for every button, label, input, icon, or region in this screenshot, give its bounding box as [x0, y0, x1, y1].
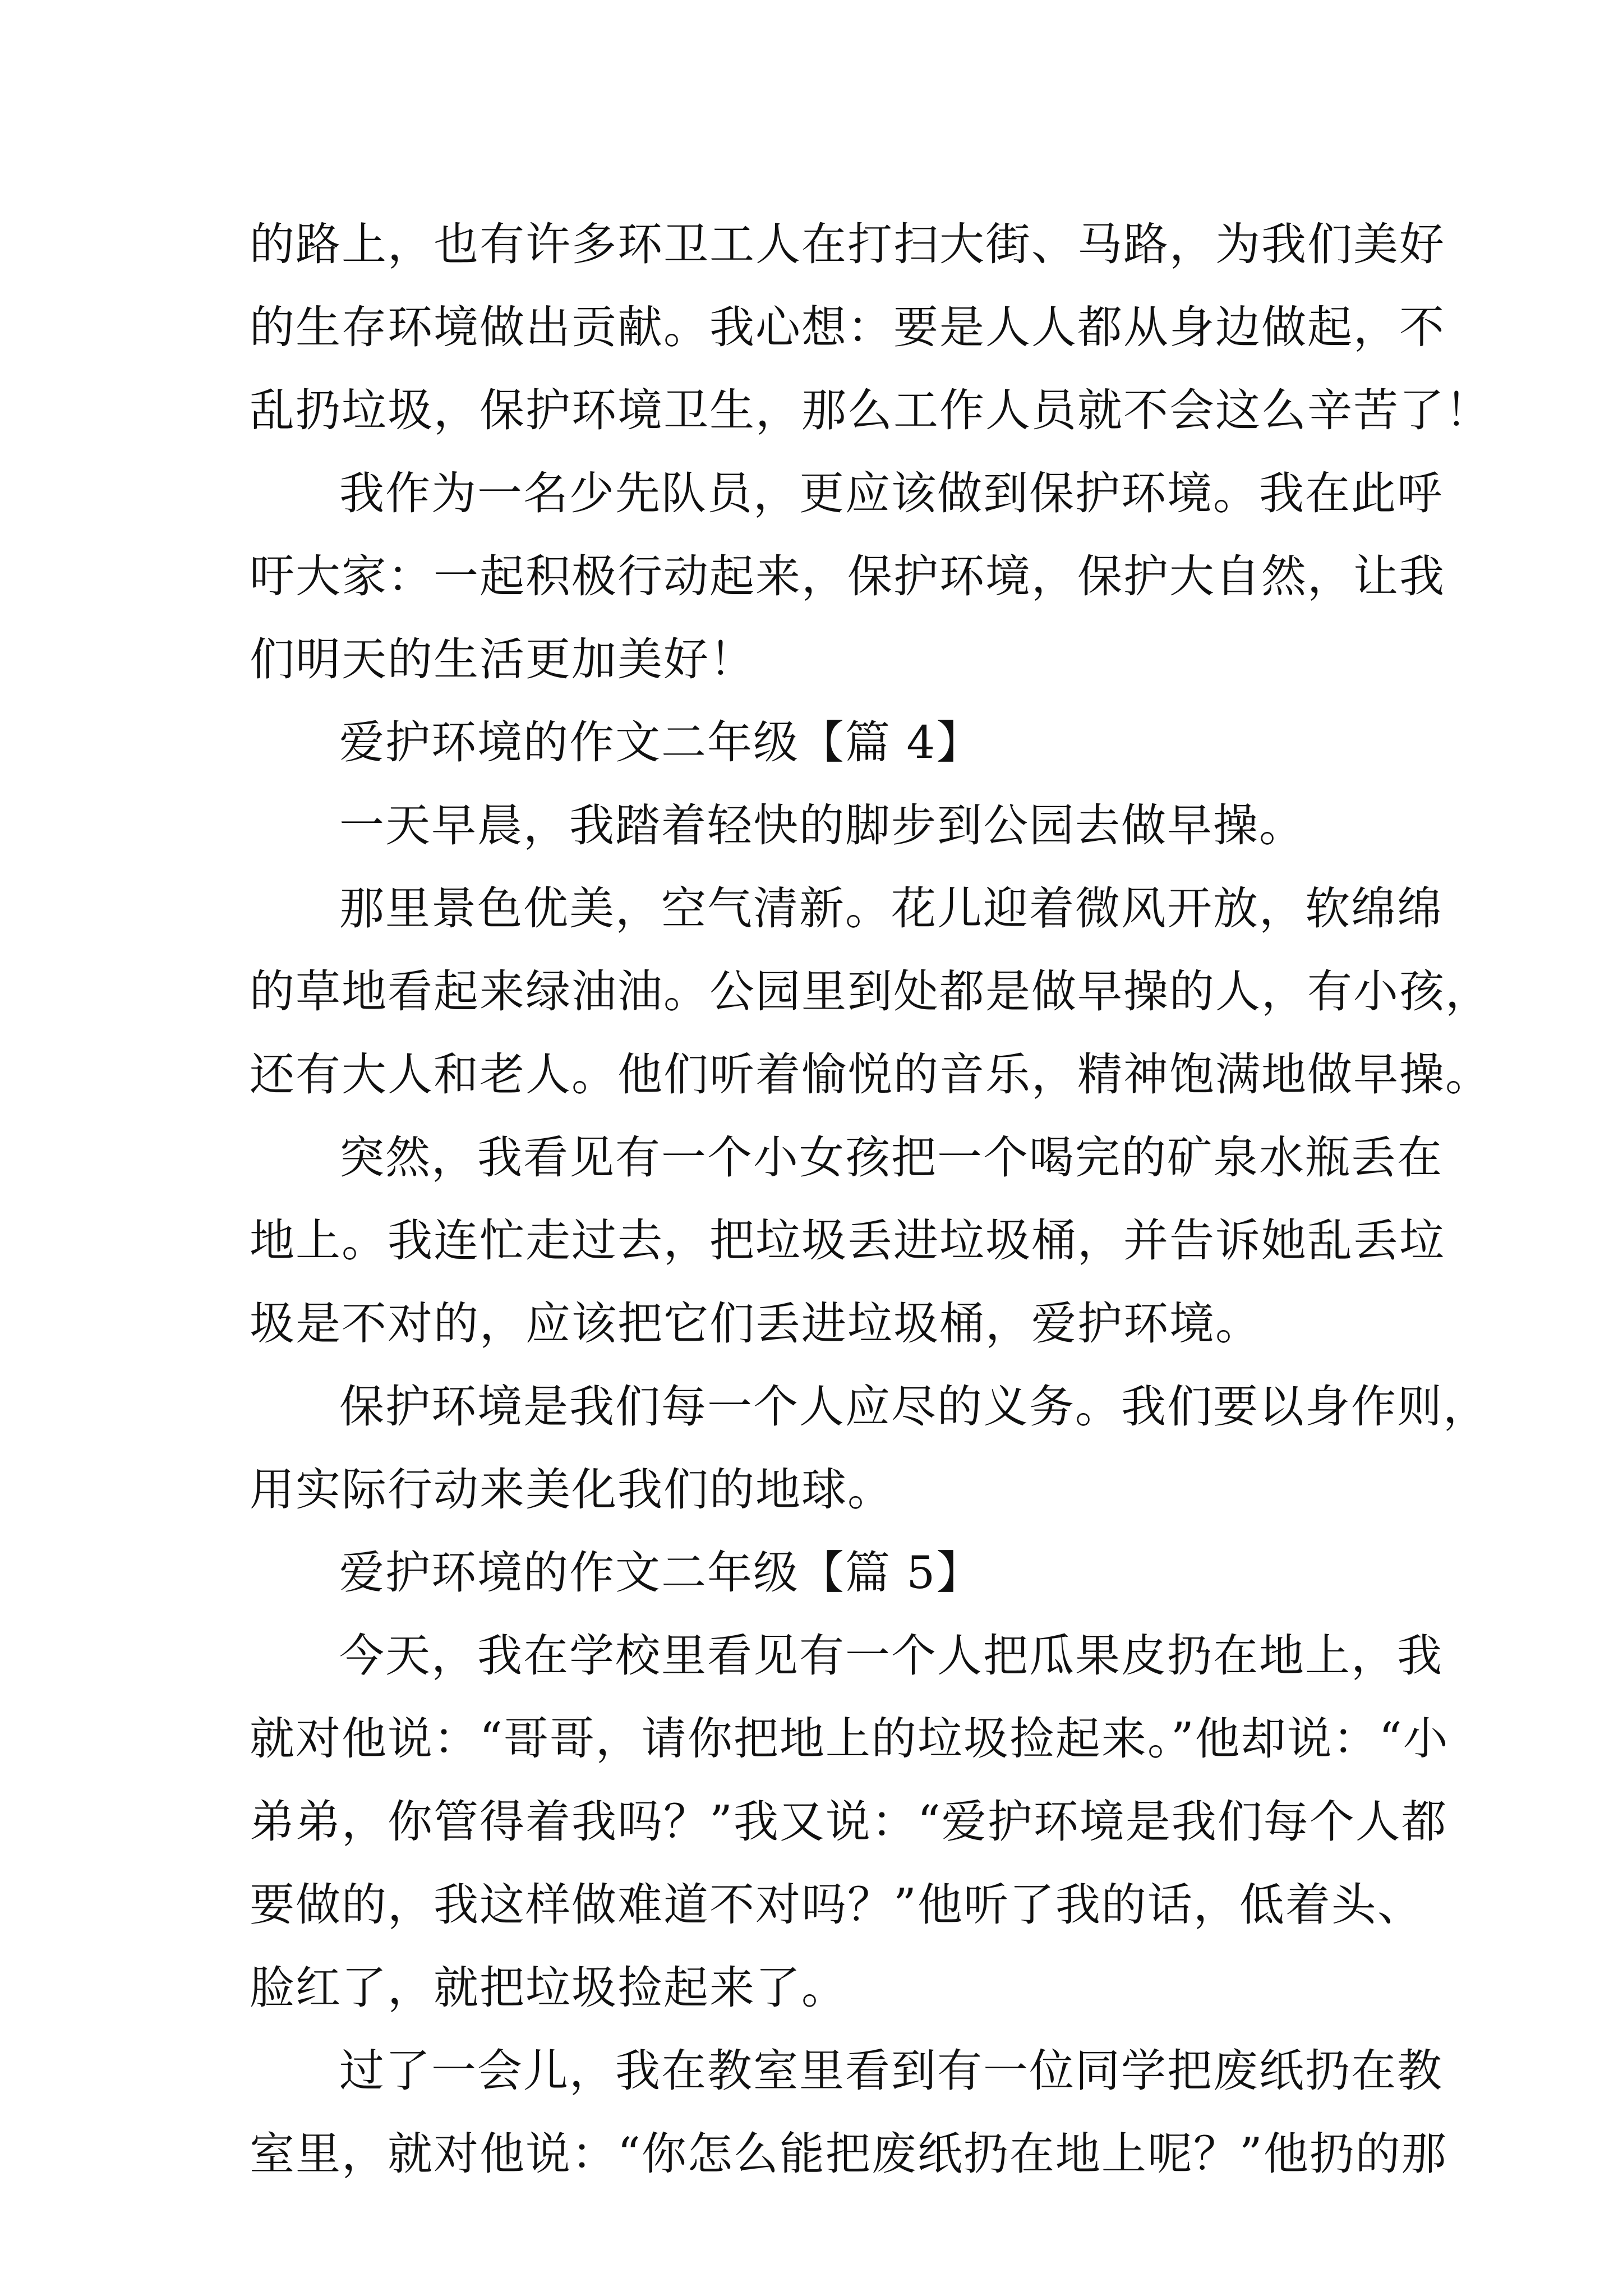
paragraph-start-line: 一天早晨，我踏着轻快的脚步到公园去做早操。: [339, 799, 1305, 852]
paragraph-start-line: 我作为一名少先队员，更应该做到保护环境。我在此呼: [339, 467, 1443, 519]
text-line: 就对他说：“哥哥，请你把地上的垃圾捡起来。”他却说：“小: [250, 1713, 1449, 1765]
text-line: 圾是不对的，应该把它们丢进垃圾桶，爱护环境。: [250, 1297, 1261, 1350]
section-heading-5: 爱护环境的作文二年级【篇 5】: [339, 1547, 983, 1599]
text-line: 吁大家：一起积极行动起来，保护环境，保护大自然，让我: [250, 550, 1445, 602]
text-line: 的生存环境做出贡献。我心想：要是人人都从身边做起，不: [250, 301, 1445, 353]
text-line: 的草地看起来绿油油。公园里到处都是做早操的人，有小孩，: [250, 965, 1491, 1018]
text-line: 室里，就对他说：“你怎么能把废纸扔在地上呢？”他扔的那: [250, 2128, 1447, 2180]
text-line: 用实际行动来美化我们的地球。: [250, 1464, 893, 1516]
text-line: 地上。我连忙走过去，把垃圾丢进垃圾桶，并告诉她乱丢垃: [250, 1214, 1445, 1267]
essay-text: [250, 203, 1491, 2196]
paragraph-start-line: 保护环境是我们每一个人应尽的义务。我们要以身作则，: [339, 1381, 1489, 1433]
text-line: 乱扔垃圾，保护环境卫生，那么工作人员就不会这么辛苦了！: [250, 384, 1491, 436]
text-line: 弟弟，你管得着我吗？”我又说：“爱护环境是我们每个人都: [250, 1796, 1447, 1848]
text-line: 要做的，我这样做难道不对吗？”他听了我的话，低着头、: [250, 1879, 1423, 1931]
section-heading-4: 爱护环境的作文二年级【篇 4】: [339, 716, 983, 769]
paragraph-start-line: 那里景色优美，空气清新。花儿迎着微风开放，软绵绵: [339, 882, 1443, 935]
text-line: 们明天的生活更加美好！: [250, 633, 755, 685]
text-line: 还有大人和老人。他们听着愉悦的音乐，精神饱满地做早操。: [250, 1048, 1491, 1101]
paragraph-start-line: 今天，我在学校里看见有一个人把瓜果皮扔在地上，我: [339, 1630, 1443, 1682]
paragraph-start-line: 过了一会儿，我在教室里看到有一位同学把废纸扔在教: [339, 2045, 1443, 2097]
text-line: 的路上，也有许多环卫工人在打扫大街、马路，为我们美好: [250, 218, 1445, 270]
paragraph-start-line: 突然，我看见有一个小女孩把一个喝完的矿泉水瓶丢在: [339, 1131, 1443, 1184]
text-line: 脸红了，就把垃圾捡起来了。: [250, 1962, 847, 2014]
